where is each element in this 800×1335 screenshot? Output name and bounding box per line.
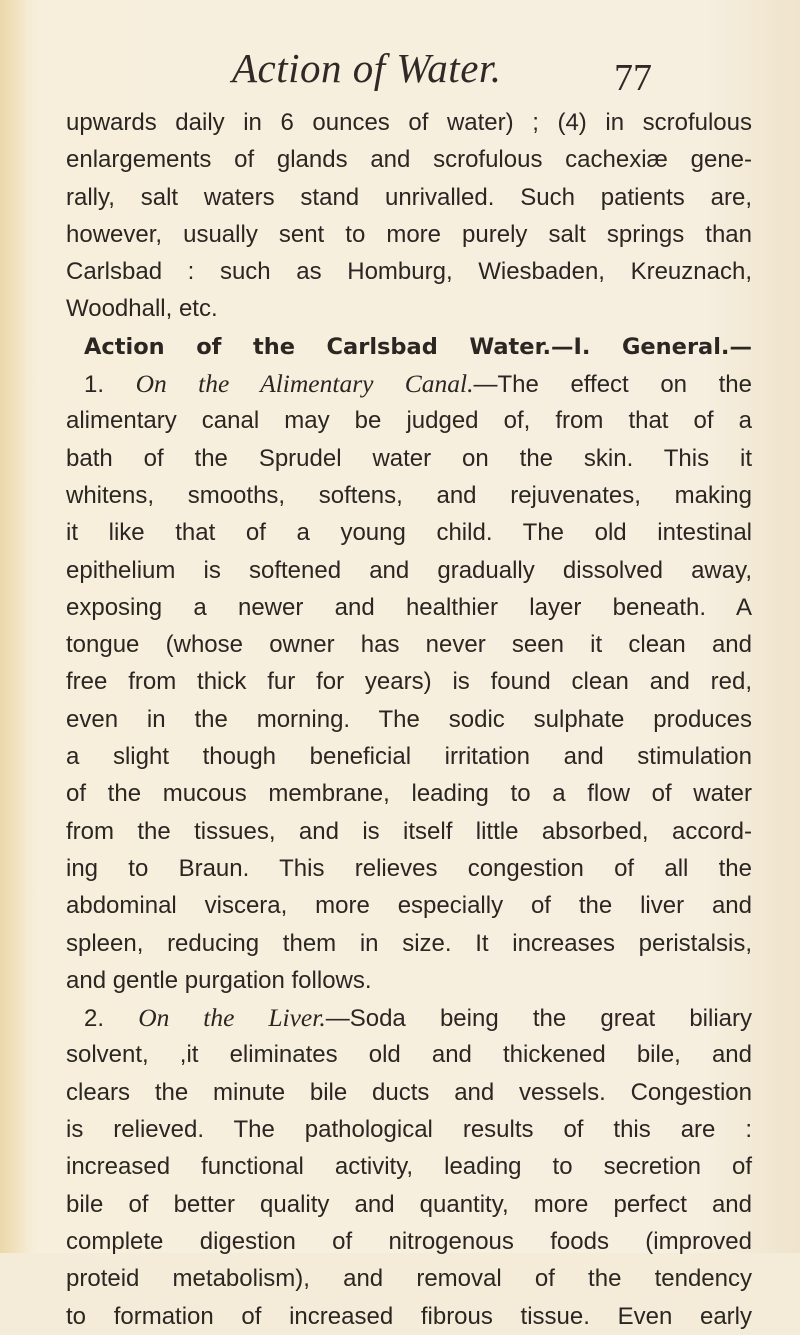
text-line: exposing a newer and healthier layer beneath. A <box>66 593 752 621</box>
text-line: from the tissues, and is itself little absorbed, accord- <box>66 817 752 845</box>
text-line: proteid metabolism), and removal of the tendency <box>66 1265 752 1293</box>
text-line: whitens, smooths, softens, and rejuvenates, making <box>66 481 752 509</box>
text-line: spleen, reducing them in size. It increases peristalsis, <box>66 929 752 957</box>
text-line: a slight though beneficial irritation and stimulation <box>66 743 752 771</box>
text-line: upwards daily in 6 ounces of water) ; (4) in scrofulous <box>66 109 752 136</box>
text-line: enlargements of glands and scrofulous cachexiæ gene- <box>66 146 752 174</box>
text-line: solvent, ,it eliminates old and thickened bile, and <box>66 1041 752 1069</box>
subsection-title: On the Alimentary Canal. <box>135 369 474 399</box>
running-title: Action of Water. <box>232 45 502 91</box>
page-number: 77 <box>614 57 652 99</box>
text-line: ing to Braun. This relieves congestion of all the <box>66 854 752 882</box>
text-line: increased functional activity, leading to secretion of <box>66 1153 752 1181</box>
text-line: however, usually sent to more purely salt springs than <box>66 220 752 248</box>
text-line: alimentary canal may be judged of, from that of a <box>66 407 752 435</box>
text-line: Woodhall, etc. <box>66 295 218 323</box>
subsection-text: —The effect on the <box>473 371 753 399</box>
text-line: bath of the Sprudel water on the skin. This it <box>66 444 752 472</box>
text-line: epithelium is softened and gradually dissolved away, <box>66 556 752 584</box>
text-line: it like that of a young child. The old intestinal <box>66 519 752 547</box>
text-line: abdominal viscera, more especially of the liver and <box>66 892 752 920</box>
text-line: bile of better quality and quantity, more perfect and <box>66 1190 752 1218</box>
subsection-text: —Soda being the great biliary <box>325 1005 753 1033</box>
section-heading: Action of the Carlsbad Water.—I. General.— <box>84 333 752 360</box>
text-line: tongue (whose owner has never seen it clean and <box>66 631 752 659</box>
body-text <box>66 104 752 1335</box>
subsection-line <box>66 365 752 402</box>
subsection-number: 1. <box>84 371 105 399</box>
text-line: rally, salt waters stand unrivalled. Such patients are, <box>66 183 752 211</box>
text-line: to formation of increased fibrous tissue. Even early <box>66 1302 752 1330</box>
text-line: Carlsbad : such as Homburg, Wiesbaden, Kreuznach, <box>66 258 752 286</box>
text-line: even in the morning. The sodic sulphate produces <box>66 705 752 733</box>
text-line: and gentle purgation follows. <box>66 966 372 994</box>
section-heading-line <box>66 328 752 365</box>
text-line: free from thick fur for years) is found clean and red, <box>66 668 752 696</box>
subsection-line <box>66 999 752 1036</box>
text-line: complete digestion of nitrogenous foods (improved <box>66 1227 752 1255</box>
text-line: of the mucous membrane, leading to a flow of water <box>66 780 752 808</box>
spine-shadow <box>0 0 28 1253</box>
text-line: is relieved. The pathological results of this are : <box>66 1116 752 1144</box>
subsection-number: 2. <box>84 1005 105 1033</box>
subsection-title: On the Liver. <box>138 1003 326 1033</box>
text-line: clears the minute bile ducts and vessels. Congestion <box>66 1078 752 1106</box>
